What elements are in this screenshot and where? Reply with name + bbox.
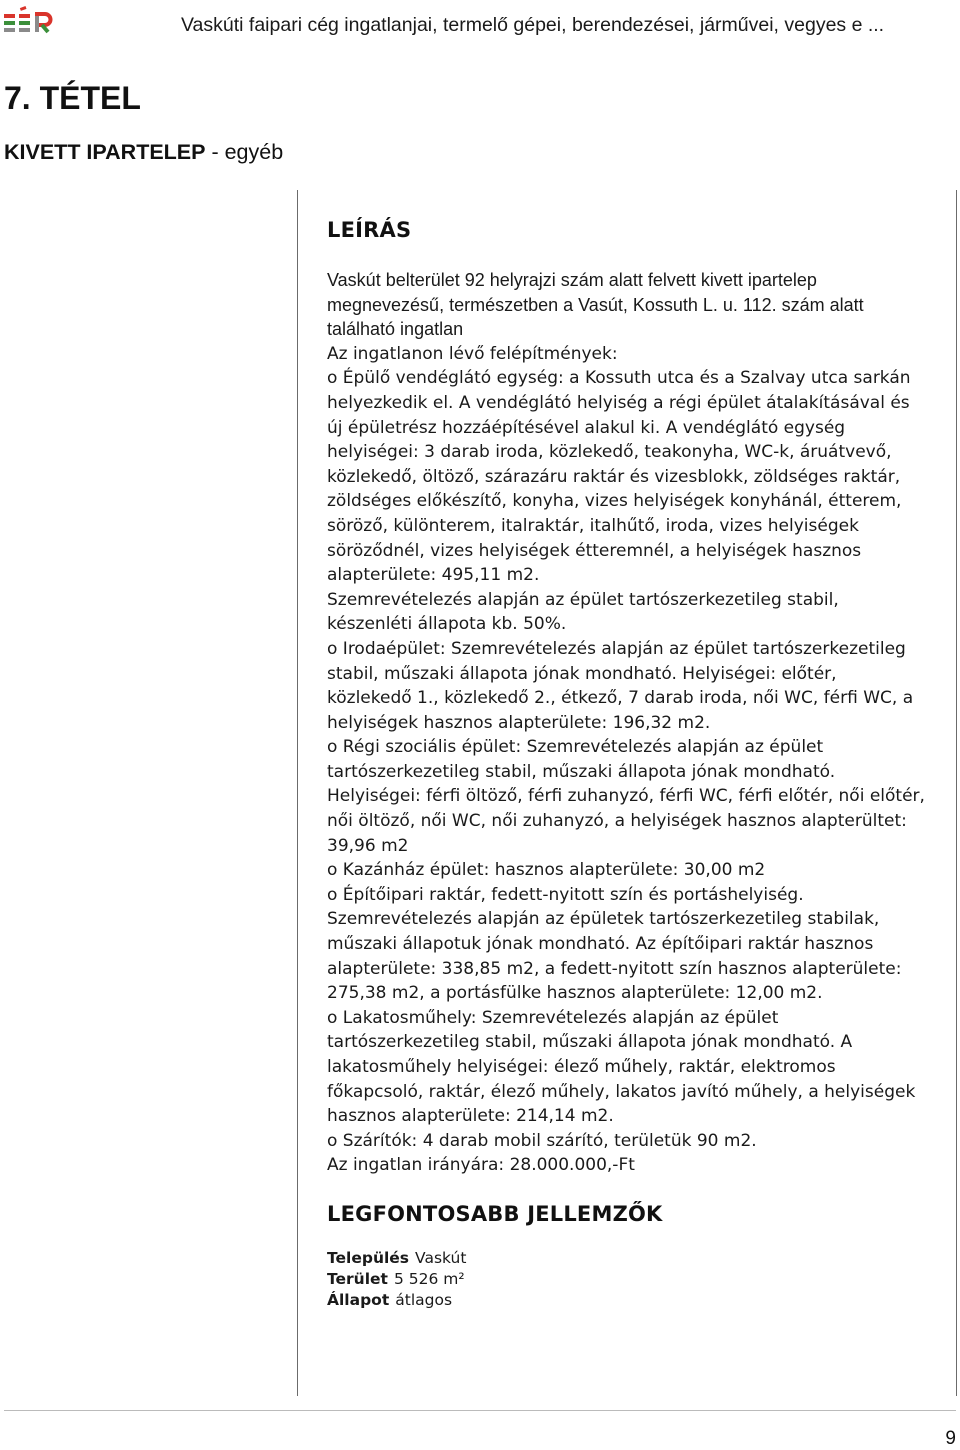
feature-label: Terület (327, 1269, 388, 1288)
description-heading: LEÍRÁS (327, 218, 412, 242)
feature-label: Állapot (327, 1290, 390, 1309)
feature-value: Vaskút (415, 1248, 467, 1267)
description-line: o Régi szociális épület: Szemrevételezés alapján az épület tartószerkezetileg stabil, műszaki állapota jónak mondható. Helyiségei: férfi öltöző, férfi zuhanyzó, férfi WC, férfi előtér, női előtér, női öltöző, női WC, női zuhanyzó, a helyiségek hasznos alapterültet: 39,96 m2 (327, 737, 925, 856)
feature-label: Település (327, 1248, 410, 1267)
lot-type-main: KIVETT IPARTELEP (4, 140, 206, 164)
document-title: Vaskúti faipari cég ingatlanjai, termelő gépei, berendezései, járművei, vegyes e ... (181, 14, 885, 36)
lot-type (4, 140, 283, 165)
column-divider-right (956, 190, 957, 1396)
column-divider-left (297, 190, 298, 1396)
page-number: 9 (945, 1428, 956, 1449)
lot-number: 7. TÉTEL (4, 80, 141, 116)
description-line: o Kazánház épület: hasznos alapterülete: 30,00 m2 (327, 860, 766, 881)
description-line: o Irodaépület: Szemrevételezés alapján az épület tartószerkezetileg stabil, műszaki állapota jónak mondható. Helyiségei: előtér, közlekedő 1., közlekedő 2., étkező, 7 darab iroda, női WC, férfi WC, a helyiségek hasznos alapterülete: 196,32 m2. (327, 638, 914, 733)
description-line: o Szárítók: 4 darab mobil szárító, területük 90 m2. (327, 1130, 757, 1151)
description-line: Az ingatlanon lévő felépítmények: (327, 343, 618, 364)
lot-type-suffix: - egyéb (205, 140, 284, 164)
description-line: o Épülő vendéglátó egység: a Kossuth utca és a Szalvay utca sarkán helyezkedik el. A vendéglátó helyiség a régi épület átalakításával és új épületrész hozzáépítésével alakul ki. A vendéglátó egység helyiségei: 3 darab iroda, közlekedő, teakonyha, WC-k, áruátvevő, közlekedő, öltöző, szárazáru raktár és vizesblokk, zöldséges raktár, zöldséges előkészítő, konyha, vizes helyiségek konyhánál, étterem, söröző, különterem, italraktár, italhűtő, iroda, vizes helyiségek söröződnél, vizes helyiségek étteremnél, a helyiségek hasznos alapterülete: 495,11 m2. (327, 368, 911, 586)
lot-details (327, 208, 925, 1311)
features-heading: LEGFONTOSABB JELLEMZŐK (327, 1201, 663, 1226)
feature-settlement (327, 1248, 925, 1269)
description-line: Vaskút belterület 92 helyrajzi szám alatt felvett kivett ipartelep megnevezésű, természetben a Vasút, Kossuth L. u. 112. szám alatt található ingatlan (327, 270, 864, 340)
footer-divider (4, 1410, 956, 1411)
feature-value: 5 526 m² (393, 1269, 465, 1288)
feature-condition (327, 1290, 925, 1311)
description-line: o Lakatosműhely: Szemrevételezés alapján az épület tartószerkezetileg stabil, műszaki állapota jónak mondható. A lakatosműhely helyiségei: élező műhely, raktár, elektromos főkapcsoló, raktár, élező műhely, lakatos javító műhely, a helyiségek hasznos alapterülete: 214,14 m2. (327, 1007, 916, 1127)
price-line: Az ingatlan irányára: 28.000.000,-Ft (327, 1155, 635, 1176)
description-line: Szemrevételezés alapján az épület tartószerkezetileg stabil, készenléti állapota kb. 50%. (327, 589, 839, 635)
feature-area (327, 1269, 925, 1290)
description-body (327, 268, 925, 1178)
eer-logo (4, 6, 54, 40)
features-list (327, 1248, 925, 1311)
feature-value: átlagos (395, 1290, 453, 1309)
description-line: o Építőipari raktár, fedett-nyitott szín és portáshelyiség. Szemrevételezés alapján az épületek tartószerkezetileg stabilak, műszaki állapotuk jónak mondható. Az építőipari raktár hasznos alapterülete: 338,85 m2, a fedett-nyitott szín hasznos alapterülete: 275,38 m2, a portásfülke hasznos alapterülete: 12,00 m2. (327, 884, 902, 1004)
